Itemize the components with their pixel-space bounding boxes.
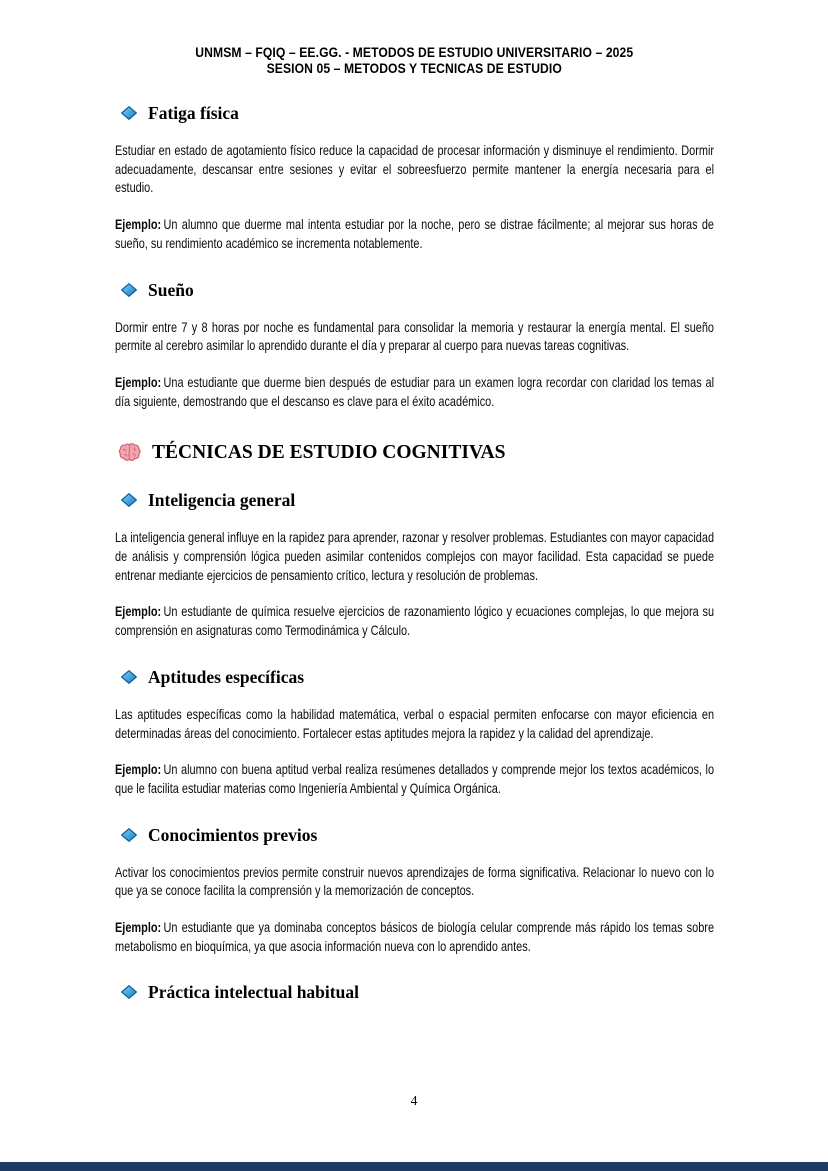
section-title: Conocimientos previos [148,824,318,845]
footer-color-bar [0,1162,828,1171]
section-body: La inteligencia general influye en la rapidez para aprender, razonar y resolver problemas. Estudiantes con mayor capacidad de análisis y comprensión lógica pueden asimilar contenidos complejos con mayor facilidad. Esta capacidad se puede entrenar mediante ejercicios de pensamiento crítico, lectura y resolución de problemas. [115,529,715,583]
example-label: Ejemplo: [115,216,162,233]
brain-icon [118,443,142,463]
example-label: Ejemplo: [115,603,162,620]
header-line-2: SESION 05 – METODOS Y TECNICAS DE ESTUDIO [266,60,562,76]
section-heading-inteligencia-general [115,489,714,511]
example-text: Un alumno con buena aptitud verbal realiza resúmenes detallados y comprende mejor los textos académicos, lo que le facilita estudiar materias como Ingeniería Ambiental y Química Orgánica. [115,761,715,796]
section-heading-practica-intelectual-habitual [115,981,714,1003]
section-heading-aptitudes-especificas [115,666,714,688]
section-heading-sueno [115,279,714,301]
blue-diamond-icon [121,828,137,842]
example-paragraph [115,602,714,639]
section-title: Fatiga física [148,103,239,123]
example-paragraph [115,918,714,955]
header-line-1: UNMSM – FQIQ – EE.GG. - METODOS DE ESTUDIO UNIVERSITARIO – 2025 [195,45,634,60]
section-title: Inteligencia general [148,490,296,511]
example-text: Un alumno que duerme mal intenta estudiar por la noche, pero se distrae fácilmente; al mejorar sus horas de sueño, su rendimiento académico se incrementa notablemente. [115,216,715,251]
example-text: Una estudiante que duerme bien después de estudiar para un examen logra recordar con claridad los temas al día siguiente, demostrando que el descanso es clave para el éxito académico. [115,373,715,409]
section-heading-fatiga-fisica [115,102,714,124]
example-label: Ejemplo: [115,919,162,936]
example-label: Ejemplo: [115,373,162,390]
section-body: Las aptitudes específicas como la habilidad matemática, verbal o espacial permiten enfocarse con mayor eficiencia en determinadas áreas del conocimiento. Fortalecer estas aptitudes mejora la rapidez y la calidad del aprendizaje. [115,705,715,741]
example-paragraph [115,373,714,410]
section-heading-conocimientos-previos [115,824,714,846]
document-header [115,45,714,76]
section-body: Activar los conocimientos previos permite construir nuevos aprendizajes de forma significativa. Relacionar lo nuevo con lo que ya se conoce facilita la comprensión y la memorización de conceptos. [115,863,715,899]
major-section-heading [115,440,714,465]
section-title: Sueño [148,279,194,300]
example-text: Un estudiante que ya dominaba conceptos básicos de biología celular comprende más rápido los temas sobre metabolismo en bioquímica, ya que asocia información nueva con lo aprendido antes. [115,919,715,954]
blue-diamond-icon [121,493,137,507]
blue-diamond-icon [121,283,137,297]
section-title: Aptitudes específicas [148,666,305,687]
major-section-title: TÉCNICAS DE ESTUDIO COGNITIVAS [152,442,506,464]
blue-diamond-icon [121,670,137,684]
example-paragraph [115,215,714,252]
section-title: Práctica intelectual habitual [148,982,359,1003]
example-text: Un estudiante de química resuelve ejercicios de razonamiento lógico y ecuaciones complejas, lo que mejora su comprensión en asignaturas como Termodinámica y Cálculo. [115,603,715,639]
example-paragraph [115,760,714,797]
section-body: Estudiar en estado de agotamiento físico reduce la capacidad de procesar información y disminuye el rendimiento. Dormir adecuadamente, descansar entre sesiones y evitar el sobreesfuerzo permite mantener la energía necesaria para el estudio. [115,142,715,196]
section-body: Dormir entre 7 y 8 horas por noche es fundamental para consolidar la memoria y restaurar la energía mental. El sueño permite al cerebro asimilar lo aprendido durante el día y preparar al cuerpo para nuevas tareas cognitivas. [115,318,715,354]
example-label: Ejemplo: [115,761,162,778]
blue-diamond-icon [121,106,137,120]
page-number: 4 [410,1093,418,1108]
blue-diamond-icon [121,985,137,999]
